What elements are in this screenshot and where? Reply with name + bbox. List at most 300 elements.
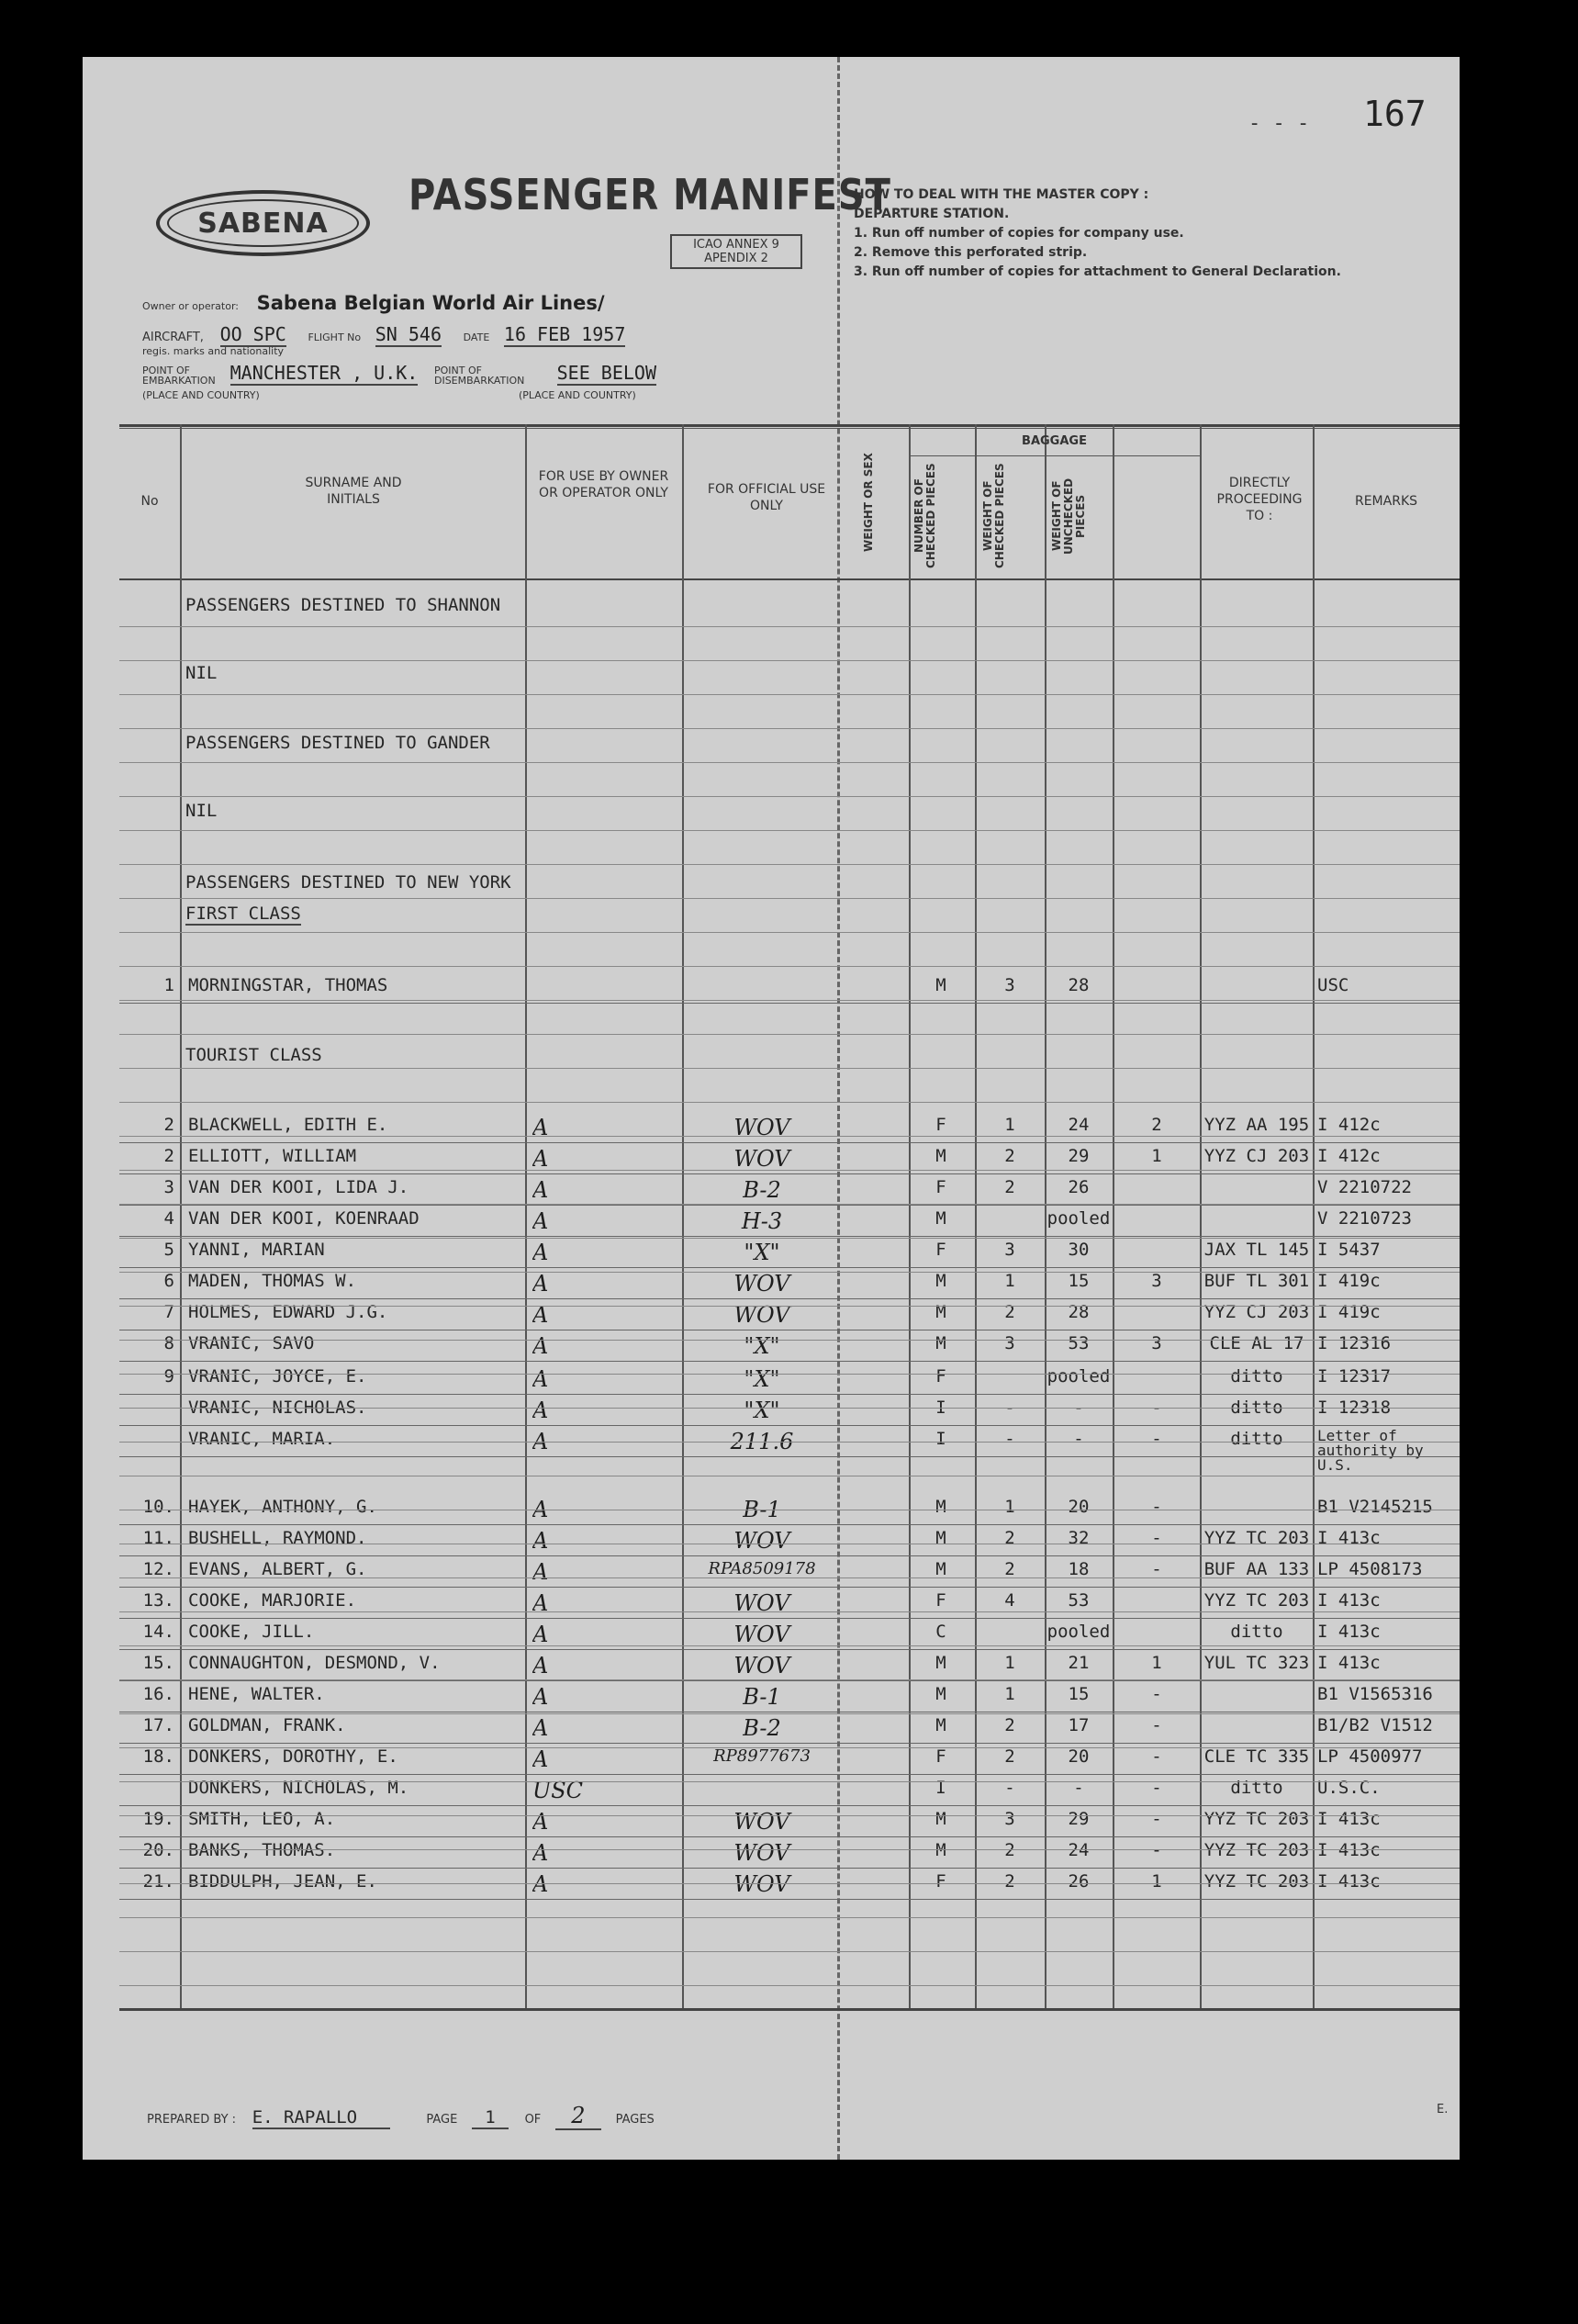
cell-wt: 30 [1068, 1240, 1090, 1260]
cell-proceed: YYZ CJ 203 [1203, 1146, 1310, 1166]
cell-name: HOLMES, EDWARD J.G. [188, 1302, 388, 1322]
form-rule [119, 1679, 1460, 1680]
cell-name: MORNINGSTAR, THOMAS [188, 975, 388, 995]
table-top-rule [119, 424, 1460, 427]
form-rule [119, 694, 1460, 695]
cell-sex: F [935, 1871, 946, 1892]
cell-sex: M [935, 1208, 946, 1229]
form-rule [119, 1204, 1460, 1205]
cell-remarks: Letter of authority by U.S. [1317, 1429, 1424, 1473]
cell-name: CONNAUGHTON, DESMOND, V. [188, 1653, 441, 1673]
form-rule [119, 1272, 1460, 1273]
cell-pcs: 3 [1004, 975, 1015, 995]
cell-name: YANNI, MARIAN [188, 1240, 325, 1260]
cell-remarks: I 413c [1317, 1840, 1381, 1860]
cell-pcs: 1 [1004, 1497, 1015, 1517]
instructions [854, 185, 1341, 282]
cell-name: HAYEK, ANTHONY, G. [188, 1497, 377, 1517]
pages-label: PAGES [615, 2113, 655, 2127]
cell-pcs: 2 [1004, 1177, 1015, 1197]
cell-pcs: 2 [1004, 1746, 1015, 1767]
instr-sub: DEPARTURE STATION. [854, 207, 1010, 221]
form-rule [119, 830, 1460, 831]
icao-box [670, 234, 802, 269]
form-rule [119, 626, 1460, 627]
cell-remarks: I 412c [1317, 1146, 1381, 1166]
table-row [83, 1240, 1460, 1271]
col-no: No [140, 494, 159, 509]
disembark-sub: (PLACE AND COUNTRY) [519, 389, 636, 401]
cell-sex: M [935, 975, 946, 995]
cell-proceed: YYZ AA 195 [1203, 1115, 1310, 1135]
cell-proceed: ditto [1230, 1778, 1283, 1798]
prepared-value: E. RAPALLO [252, 2107, 390, 2129]
cell-owner: USC [532, 1778, 584, 1803]
instr-heading: HOW TO DEAL WITH THE MASTER COPY : [854, 187, 1149, 202]
cell-pcs: 2 [1004, 1871, 1015, 1892]
cell-no: 10. [142, 1497, 174, 1517]
cell-sex: M [935, 1715, 946, 1735]
cell-unchk: 1 [1151, 1146, 1162, 1166]
icao-line1: ICAO ANNEX 9 [693, 238, 779, 252]
cell-official: WOV [733, 1653, 790, 1678]
cell-no: 5 [163, 1240, 174, 1260]
cell-unchk: 2 [1151, 1115, 1162, 1135]
form-rule [119, 1408, 1460, 1409]
cell-wt: 53 [1068, 1333, 1090, 1353]
cell-no: 16. [142, 1684, 174, 1704]
form-rule [119, 1781, 1460, 1782]
cell-owner: A [532, 1653, 549, 1678]
cell-owner: A [532, 1115, 549, 1140]
form-rule [119, 1340, 1460, 1341]
row-rule [119, 1743, 1460, 1744]
cell-remarks: V 2210722 [1317, 1177, 1412, 1197]
table-row [83, 1559, 1460, 1590]
cell-pcs: 3 [1004, 1240, 1015, 1260]
col-surname: SURNAME AND INITIALS [305, 476, 402, 507]
cell-official: WOV [733, 1590, 790, 1616]
cell-unchk: - [1151, 1715, 1162, 1735]
prepared-label: PREPARED BY : [147, 2113, 237, 2127]
cell-unchk: - [1151, 1429, 1162, 1449]
col-proceeding: DIRECTLY PROCEEDING TO : [1216, 476, 1303, 523]
cell-official: "X" [744, 1240, 780, 1265]
row-rule [119, 1361, 1460, 1362]
row-rule [119, 1774, 1460, 1775]
cell-no: 6 [163, 1271, 174, 1291]
cell-wt: 26 [1068, 1177, 1090, 1197]
cell-pcs: 1 [1004, 1653, 1015, 1673]
cell-unchk: 3 [1151, 1333, 1162, 1353]
cell-official: H-3 [741, 1208, 783, 1234]
cell-official: "X" [744, 1333, 780, 1359]
cell-official: B-1 [743, 1497, 781, 1522]
cell-remarks: I 412c [1317, 1115, 1381, 1135]
cell-official: WOV [733, 1146, 790, 1172]
form-rule [119, 1034, 1460, 1035]
cell-wt: 18 [1068, 1559, 1090, 1579]
form-rule [119, 932, 1460, 933]
cell-no: 2 [163, 1115, 174, 1135]
cell-remarks: U.S.C. [1317, 1778, 1381, 1798]
cell-sex: F [935, 1115, 946, 1135]
cell-sex: M [935, 1809, 946, 1829]
cell-wt: 29 [1068, 1146, 1090, 1166]
cell-unchk: - [1151, 1398, 1162, 1418]
section-nil-1: NIL [185, 663, 218, 683]
cell-pcs: 2 [1004, 1559, 1015, 1579]
cell-wt: 26 [1068, 1871, 1090, 1892]
cell-owner: A [532, 1240, 549, 1265]
table-row [83, 1622, 1460, 1653]
embark-value: MANCHESTER , U.K. [229, 362, 419, 384]
cell-pcs: 1 [1004, 1115, 1015, 1135]
cell-remarks: I 413c [1317, 1528, 1381, 1548]
cell-proceed: JAX TL 145 [1203, 1240, 1310, 1260]
cell-wt: 32 [1068, 1528, 1090, 1548]
form-rule [119, 796, 1460, 797]
cell-sex: M [935, 1653, 946, 1673]
table-row [83, 1809, 1460, 1840]
col-owner-use: FOR USE BY OWNER OR OPERATOR ONLY [538, 469, 669, 500]
cell-official: WOV [733, 1302, 790, 1328]
col-baggage: BAGGAGE [1022, 434, 1087, 448]
table-row [83, 1366, 1460, 1398]
cell-unchk: - [1151, 1809, 1162, 1829]
cell-unchk: - [1151, 1746, 1162, 1767]
form-rule [119, 1917, 1460, 1918]
form-rule [119, 1170, 1460, 1171]
col-official-use: FOR OFFICIAL USE ONLY [707, 482, 826, 513]
cell-remarks: I 5437 [1317, 1240, 1381, 1260]
cell-owner: A [532, 1809, 549, 1835]
instr-step2: 2. Remove this perforated strip. [854, 245, 1088, 260]
cell-sex: M [935, 1559, 946, 1579]
cell-wt: 53 [1068, 1590, 1090, 1611]
table-row [83, 1746, 1460, 1778]
form-rule [119, 1883, 1460, 1884]
cell-unchk: - [1151, 1497, 1162, 1517]
row-rule [119, 1142, 1460, 1143]
cell-sex: F [935, 1177, 946, 1197]
table-row [83, 1429, 1460, 1473]
cell-official: "X" [744, 1366, 780, 1392]
form-rule [119, 1985, 1460, 1986]
logo-inner-ring [167, 199, 359, 247]
row-rule [119, 1267, 1460, 1268]
cell-pcs: 4 [1004, 1590, 1015, 1611]
cell-no: 13. [142, 1590, 174, 1611]
form-rule [119, 1306, 1460, 1307]
table-bottom-rule [119, 2008, 1460, 2011]
embark-row [142, 362, 656, 386]
page-label: PAGE [426, 2113, 458, 2127]
table-row [83, 1271, 1460, 1302]
cell-official: WOV [733, 1622, 790, 1647]
cell-sex: I [935, 1429, 946, 1449]
cell-wt: - [1073, 1778, 1084, 1798]
section-gander: PASSENGERS DESTINED TO GANDER [185, 733, 490, 753]
cell-name: VRANIC, JOYCE, E. [188, 1366, 367, 1387]
table-row [83, 1684, 1460, 1715]
cell-pcs: - [1004, 1398, 1015, 1418]
date-label: DATE [463, 331, 490, 343]
footer [147, 2103, 655, 2130]
aircraft-value: OO SPC [219, 323, 286, 345]
section-shannon: PASSENGERS DESTINED TO SHANNON [185, 595, 501, 615]
cell-wt: pooled [1046, 1366, 1111, 1387]
icao-line2: APENDIX 2 [704, 252, 768, 265]
cell-pcs: 1 [1004, 1271, 1015, 1291]
cell-official: WOV [733, 1271, 790, 1297]
cell-proceed: YYZ CJ 203 [1203, 1302, 1310, 1322]
cell-owner: A [532, 1177, 549, 1203]
cell-wt: 28 [1068, 1302, 1090, 1322]
cell-no: 9 [163, 1366, 174, 1387]
cell-unchk: - [1151, 1840, 1162, 1860]
cell-owner: A [532, 1271, 549, 1297]
form-rule [119, 1238, 1460, 1239]
cell-official: WOV [733, 1840, 790, 1866]
cell-official: WOV [733, 1871, 790, 1897]
logo-text: SABENA [197, 207, 329, 240]
row-rule [119, 1394, 1460, 1395]
form-rule [119, 762, 1460, 763]
section-nil-2: NIL [185, 801, 218, 821]
form-rule [119, 1000, 1460, 1001]
corner-mark: E. [1437, 2103, 1449, 2116]
cell-proceed: BUF TL 301 [1203, 1271, 1310, 1291]
embark-sub: (PLACE AND COUNTRY) [142, 389, 260, 401]
cell-sex: M [935, 1528, 946, 1548]
form-rule [119, 1951, 1460, 1952]
cell-wt: 24 [1068, 1840, 1090, 1860]
owner-value: Sabena Belgian World Air Lines/ [256, 292, 605, 314]
cell-owner: A [532, 1208, 549, 1234]
cell-no: 1 [163, 975, 174, 995]
cell-owner: A [532, 1746, 549, 1772]
cell-owner: A [532, 1840, 549, 1866]
cell-no: 11. [142, 1528, 174, 1548]
cell-unchk: 1 [1151, 1871, 1162, 1892]
cell-no: 17. [142, 1715, 174, 1735]
cell-owner: A [532, 1622, 549, 1647]
cell-no: 19. [142, 1809, 174, 1829]
cell-remarks: I 12317 [1317, 1366, 1392, 1387]
cell-pcs: 2 [1004, 1146, 1015, 1166]
row-rule [119, 1456, 1460, 1457]
aircraft-row [142, 323, 625, 345]
form-rule [119, 660, 1460, 661]
cell-wt: 24 [1068, 1115, 1090, 1135]
cell-sex: M [935, 1497, 946, 1517]
cell-remarks: I 419c [1317, 1302, 1381, 1322]
cell-name: COOKE, JILL. [188, 1622, 315, 1642]
row-rule [119, 1003, 1460, 1004]
col-num-checked: NUMBER OF CHECKED PIECES [912, 463, 937, 569]
cell-wt: 15 [1068, 1684, 1090, 1704]
cell-remarks: LP 4508173 [1317, 1559, 1423, 1579]
form-rule [119, 864, 1460, 865]
cell-owner: A [532, 1715, 549, 1741]
cell-unchk: - [1151, 1559, 1162, 1579]
cell-pcs: 2 [1004, 1715, 1015, 1735]
cell-name: VRANIC, NICHOLAS. [188, 1398, 367, 1418]
cell-owner: A [532, 1590, 549, 1616]
cell-name: EVANS, ALBERT, G. [188, 1559, 367, 1579]
cell-official: RP8977673 [713, 1746, 811, 1766]
sabena-logo [156, 190, 370, 256]
cell-name: ELLIOTT, WILLIAM [188, 1146, 357, 1166]
form-rule [119, 1611, 1460, 1612]
row-rule [119, 1680, 1460, 1681]
cell-name: DONKERS, DOROTHY, E. [188, 1746, 398, 1767]
page-value: 1 [472, 2107, 509, 2129]
cell-wt: 20 [1068, 1746, 1090, 1767]
cell-official: B-2 [743, 1177, 781, 1203]
row-rule [119, 1836, 1460, 1837]
cell-owner: A [532, 1429, 549, 1454]
cell-sex: I [935, 1398, 946, 1418]
cell-unchk: 3 [1151, 1271, 1162, 1291]
cell-official: WOV [733, 1115, 790, 1140]
cell-remarks: I 419c [1317, 1271, 1381, 1291]
cell-proceed: ditto [1230, 1429, 1283, 1449]
cell-pcs: 3 [1004, 1809, 1015, 1829]
table-row [83, 1871, 1460, 1903]
cell-name: BIDDULPH, JEAN, E. [188, 1871, 377, 1892]
of-value: 2 [555, 2103, 601, 2130]
disembark-label: POINT OF DISEMBARKATION [433, 364, 525, 387]
table-row [83, 1715, 1460, 1746]
cell-remarks: I 12316 [1317, 1333, 1392, 1353]
cell-owner: A [532, 1559, 549, 1585]
cell-remarks: B1/B2 V1512 [1317, 1715, 1433, 1735]
cell-official: B-2 [743, 1715, 781, 1741]
table-row [83, 1398, 1460, 1429]
cell-name: VRANIC, SAVO [188, 1333, 315, 1353]
form-rule [119, 1068, 1460, 1069]
col-remarks: REMARKS [1354, 494, 1418, 509]
page-title: PASSENGER MANIFEST [408, 171, 891, 220]
cell-no: 20. [142, 1840, 174, 1860]
cell-pcs: 2 [1004, 1528, 1015, 1548]
cell-official: 211.6 [730, 1429, 794, 1454]
cell-wt: - [1073, 1429, 1084, 1449]
row-rule [119, 1587, 1460, 1588]
cell-sex: M [935, 1684, 946, 1704]
cell-proceed: YYZ TC 203 [1203, 1871, 1310, 1892]
cell-proceed: ditto [1230, 1398, 1283, 1418]
form-rule [119, 1747, 1460, 1748]
cell-name: VAN DER KOOI, LIDA J. [188, 1177, 409, 1197]
row-rule [119, 1425, 1460, 1426]
cell-proceed: YYZ TC 203 [1203, 1590, 1310, 1611]
row-rule [119, 1173, 1460, 1174]
form-rule [119, 1577, 1460, 1578]
cell-proceed: CLE TC 335 [1203, 1746, 1310, 1767]
cell-name: VAN DER KOOI, KOENRAAD [188, 1208, 420, 1229]
cell-wt: pooled [1046, 1208, 1111, 1229]
cell-official: B-1 [743, 1684, 781, 1710]
cell-remarks: B1 V2145215 [1317, 1497, 1433, 1517]
form-rule [119, 1849, 1460, 1850]
cell-remarks: I 413c [1317, 1622, 1381, 1642]
cell-official: WOV [733, 1809, 790, 1835]
cell-wt: - [1073, 1398, 1084, 1418]
cell-sex: F [935, 1590, 946, 1611]
form-rule [119, 1442, 1460, 1443]
cell-sex: M [935, 1271, 946, 1291]
cell-sex: I [935, 1778, 946, 1798]
cell-no: 4 [163, 1208, 174, 1229]
cell-proceed: YYZ TC 203 [1203, 1840, 1310, 1860]
flight-value: SN 546 [375, 323, 442, 345]
cell-wt: 28 [1068, 975, 1090, 995]
table-row [83, 1146, 1460, 1177]
table-row [83, 1778, 1460, 1809]
page-number: 167 [1363, 94, 1427, 134]
cell-no: 8 [163, 1333, 174, 1353]
cell-no: 2 [163, 1146, 174, 1166]
cell-owner: A [532, 1398, 549, 1423]
cell-wt: pooled [1046, 1622, 1111, 1642]
cell-remarks: USC [1317, 975, 1349, 995]
cell-no: 12. [142, 1559, 174, 1579]
row-rule [119, 1524, 1460, 1525]
table-row [83, 1333, 1460, 1364]
flight-label: FLIGHT No [308, 331, 362, 343]
cell-wt: 17 [1068, 1715, 1090, 1735]
cell-proceed: YYZ TC 203 [1203, 1809, 1310, 1829]
section-newyork: PASSENGERS DESTINED TO NEW YORK [185, 872, 511, 893]
cell-no: 3 [163, 1177, 174, 1197]
table-row [83, 1302, 1460, 1333]
form-rule [119, 1815, 1460, 1816]
cell-unchk: 1 [1151, 1653, 1162, 1673]
aircraft-label: AIRCRAFT, [142, 331, 204, 344]
cell-remarks: I 413c [1317, 1871, 1381, 1892]
cell-proceed: ditto [1230, 1622, 1283, 1642]
form-rule [119, 966, 1460, 967]
cell-remarks: V 2210723 [1317, 1208, 1412, 1229]
cell-no: 15. [142, 1653, 174, 1673]
instr-step1: 1. Run off number of copies for company use. [854, 226, 1184, 241]
cell-official: RPA8509178 [708, 1559, 816, 1578]
disembark-value: SEE BELOW [556, 362, 656, 384]
cell-unchk: - [1151, 1528, 1162, 1548]
cell-name: SMITH, LEO, A. [188, 1809, 336, 1829]
cell-sex: C [935, 1622, 946, 1642]
cell-unchk: - [1151, 1684, 1162, 1704]
row-rule [119, 1649, 1460, 1650]
row-rule [119, 1298, 1460, 1299]
col-weight-unchecked: WEIGHT OF UNCHECKED PIECES [1050, 477, 1087, 555]
form-rule [119, 1102, 1460, 1103]
cell-no: 18. [142, 1746, 174, 1767]
manifest-sheet [83, 57, 1460, 2160]
row-rule [119, 1899, 1460, 1900]
owner-row [142, 292, 605, 314]
cell-name: GOLDMAN, FRANK. [188, 1715, 346, 1735]
section-first-class: FIRST CLASS [185, 904, 301, 924]
cell-remarks: I 413c [1317, 1590, 1381, 1611]
cell-name: MADEN, THOMAS W. [188, 1271, 357, 1291]
cell-pcs: 2 [1004, 1302, 1015, 1322]
cell-sex: F [935, 1366, 946, 1387]
cell-wt: 29 [1068, 1809, 1090, 1829]
